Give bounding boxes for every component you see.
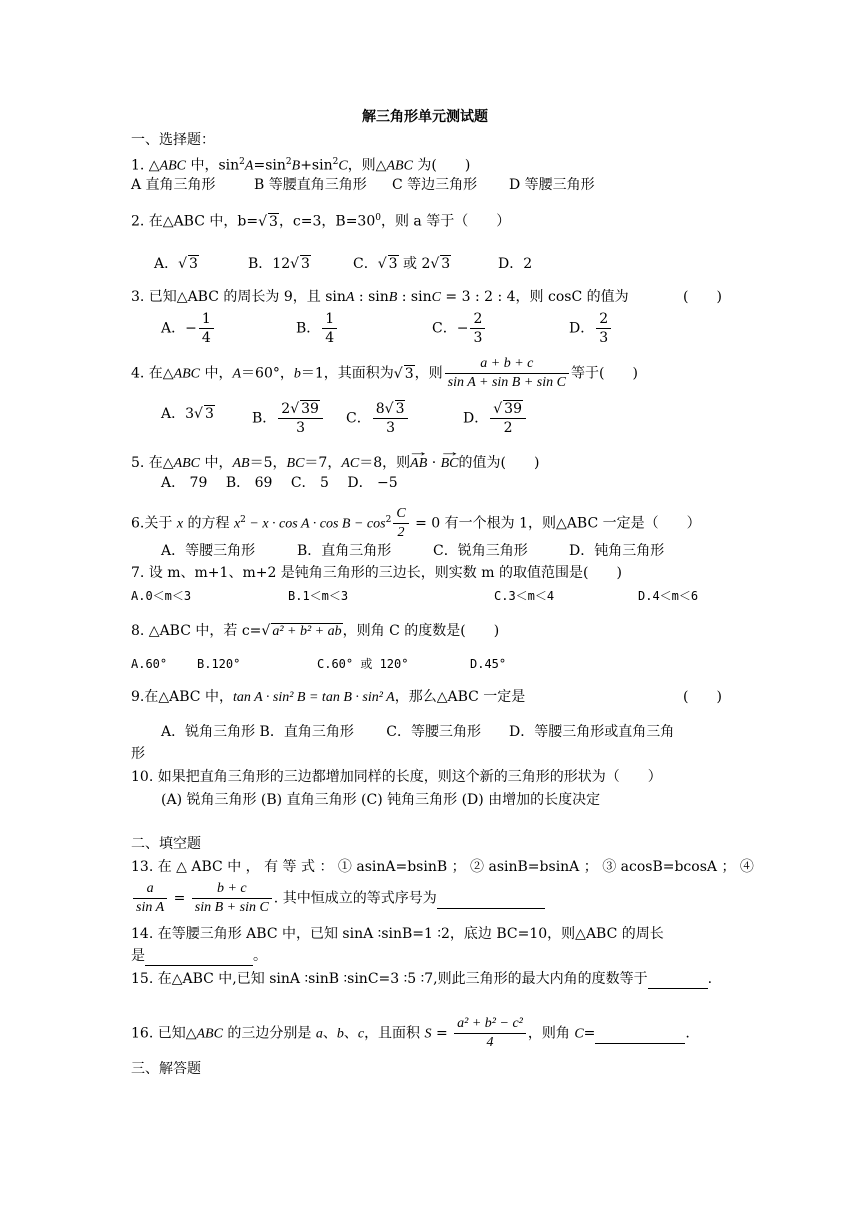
- question-1-option-c: C 等边三角形: [392, 177, 478, 193]
- question-9-options: A．锐角三角形 B．直角三角形 C．等腰三角形 D．等腰三角形或直角三角: [161, 724, 675, 740]
- question-2-option-c: C．√ 3 或 2√ 3: [353, 255, 451, 273]
- question-3-answer-paren: ( ): [683, 289, 722, 305]
- question-3-option-a: A．− $\frac{1}{4}$: [161, 310, 216, 347]
- question-4-option-c: C． $\frac{8√ 3}{3}$: [346, 400, 410, 437]
- question-4-stem: 4. 在△ABC 中，A＝60°，b＝1，其面积为√ 3，则 $\frac{a + b + c}{\text{sin A + sin B + sin C}}$ 等于( ): [131, 355, 638, 392]
- question-2-option-d: D．2: [498, 256, 533, 272]
- question-8-option-c: C.60° 或 120°: [317, 657, 409, 671]
- question-10-options: (A) 锐角三角形 (B) 直角三角形 (C) 钝角三角形 (D) 由增加的长度决定: [161, 792, 601, 808]
- question-4-option-a: A．3√ 3: [161, 405, 215, 423]
- question-6-stem: 6.关于 x 的方程 $x^2 - x \cdot \cos A \cdot \cos B - \cos^2$ $\frac{C}{2}$ = 0 有一个根为 1，则△ABC 一定是（ ）: [131, 506, 701, 540]
- section-heading-fill: 二、填空题: [131, 836, 201, 852]
- question-6-option-a: A．等腰三角形: [161, 543, 256, 559]
- question-10-stem: 10. 如果把直角三角形的三边都增加同样的长度，则这个新的三角形的形状为（ ）: [131, 769, 662, 785]
- question-5-options: A． 79 B． 69 C． 5 D． −5: [161, 475, 398, 491]
- question-2-option-a: A．√ 3: [154, 255, 199, 273]
- question-9-answer-paren: ( ): [683, 689, 722, 705]
- answer-blank: [437, 890, 545, 909]
- question-7-stem: 7. 设 m、m+1、m+2 是钝角三角形的三边长，则实数 m 的取值范围是( ): [131, 565, 622, 581]
- question-7-option-a: A.0＜m＜3: [131, 589, 192, 603]
- question-7-option-c: C.3＜m＜4: [494, 589, 555, 603]
- question-6-option-c: C．锐角三角形: [433, 543, 528, 559]
- question-9-options-wrap: 形: [131, 746, 145, 762]
- question-2-stem: 2. 在△ABC 中，b=√ 3，c=3，$B=30^0$，则 a 等于（ ）: [131, 209, 510, 231]
- question-4-option-d: D． √ $\frac{39}{2}$: [463, 400, 528, 437]
- question-14-stem-cont: 是 。: [131, 948, 267, 964]
- question-8-stem: 8. △ABC 中，若 c=√ a² + b² + ab，则角 C 的度数是( ): [131, 622, 499, 640]
- question-2-option-b: B．12√ 3: [248, 255, 311, 273]
- question-8-option-a: A.60°: [131, 657, 168, 671]
- question-16-stem: 16. 已知△ABC 的三边分别是 a、b、c，且面积 S = $\frac{\text{a² + b² − c²}}{4}$ ，则角 C= .: [131, 1016, 690, 1050]
- answer-blank: [648, 970, 708, 989]
- question-1-option-b: B 等腰直角三角形: [254, 177, 367, 193]
- answer-blank: [145, 947, 253, 966]
- question-3-stem: 3. 已知△ABC 的周长为 9，且 sinA : sinB : sinC = 3 : 2 : 4，则 cosC 的值为: [131, 289, 629, 305]
- question-4-option-b: B． $\frac{2√ 39}{3}$: [252, 400, 325, 437]
- question-3-option-c: C．− $\frac{2}{3}$: [432, 310, 487, 347]
- question-13-formula: $\frac{a}{\text{sin A}}$ = $\frac{b + c}{\text{sin B + sin C}}$ . 其中恒成立的等式序号为: [131, 880, 545, 917]
- question-1-stem: 1. △ABC 中，$\sin^2A=\sin^2B+\sin^2C$，则△ABC 为( ): [131, 157, 471, 174]
- question-1-option-d: D 等腰三角形: [509, 177, 595, 193]
- page-title: 解三角形单元测试题: [362, 109, 488, 125]
- question-8-option-d: D.45°: [470, 657, 507, 671]
- question-7-option-d: D.4＜m＜6: [638, 589, 699, 603]
- question-5-stem: 5. 在△ABC 中，AB＝5，BC＝7，AC＝8，则→ AB · → BC的值为( ): [131, 454, 539, 473]
- question-3-option-b: B． $\frac{1}{4}$: [296, 310, 339, 347]
- question-1-option-a: A 直角三角形: [131, 177, 216, 193]
- section-heading-answer: 三、解答题: [131, 1061, 201, 1077]
- question-7-option-b: B.1＜m＜3: [288, 589, 349, 603]
- question-13-stem: 13. 在 △ ABC 中 ， 有 等 式 ： ① asinA=bsinB ； ② asinB=bsinA ； ③ acosB=bcosA ； ④: [131, 859, 754, 875]
- question-9-stem: 9.在△ABC 中，tan A · sin² B = tan B · sin² A，那么△ABC 一定是: [131, 689, 526, 705]
- question-3-option-d: D． $\frac{2}{3}$: [569, 310, 613, 347]
- question-6-option-d: D．钝角三角形: [569, 543, 665, 559]
- section-heading-choice: 一、选择题：: [131, 132, 215, 148]
- question-6-option-b: B．直角三角形: [297, 543, 392, 559]
- question-15-stem: 15. 在△ABC 中,已知 sinA ∶sinB ∶sinC=3 ∶5 ∶7,则此三角形的最大内角的度数等于 .: [131, 971, 713, 987]
- question-14-stem: 14. 在等腰三角形 ABC 中，已知 sinA ∶sinB=1 ∶2，底边 BC=10，则△ABC 的周长: [131, 926, 664, 942]
- question-8-option-b: B.120°: [197, 657, 241, 671]
- answer-blank: [595, 1025, 685, 1044]
